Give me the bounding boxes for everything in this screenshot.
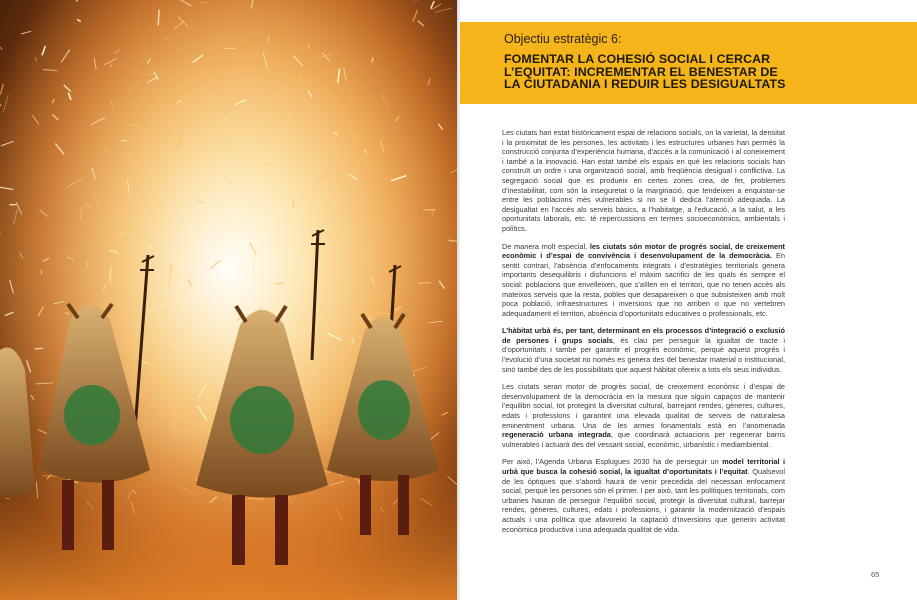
spark (315, 102, 319, 103)
paragraph-5 (502, 457, 785, 534)
paragraph-emphasis: regeneració urbana integrada (502, 430, 611, 440)
paragraph-text: En sentit contrari, l’absència d’enfocaments integrats i d’estratègies territorials genera importants desequilibris i disfuncions el màxim sacrifici de les quals és sempre el social: poblacions que envelleixen, que s’aïllen en el territori, que no tenen accés als mateixos serveis que la resta, pobles que desapareixen o que subsisteixen amb molt poca població, infraestructures i inversions que no arriben o que no vertebren adequadament el territori, absència d’oportunitats educatives o professionals, etc. (502, 251, 785, 318)
paragraph-text: , és clau per perseguir la igualtat de tracte i d’oportunitats i també per garantir el progrés econòmic, perquè aquest progrés i l’evolució d’una societat no només es genera des del benestar material o institucional, sinó també des de les possibilitats que aquest hàbitat ofereix a tots els seus individus. (502, 335, 785, 374)
paragraph-1: Les ciutats han estat històricament espai de relacions socials, on la varietat, la densitat i la proximitat de les persones, les activitats i les estructures urbanes han permès la construcció conjunta d’experiència humana, d’accés a la comunicació i al coneixement i també a la innovació. Han estat també els espais en què les relacions socials han construït un ordre i una organització social, amb freqüència desigual i conflictiva. La segregació social que es produeix en certes zones crea, de fet, problemes d’inestabilitat, com són la inseguretat o la marginació, que tendeixen a enquistar-se entre les poblacions més vulnerables si no se li dedica l’atenció adequada. La desigualtat en l’accés als serveis bàsics, a l’habitatge, a l’educació, a la salut, a les oportunitats laborals, etc. té repercussions en termes socioeconòmics, ambientals i polítics. (502, 128, 785, 233)
paragraph-text: De manera molt especial, (502, 241, 590, 251)
paragraph-text: , que coordinarà actuacions per regenerar barris vulnerables i actuarà des del vessant social, econòmic, urbanístic i mediambiental. (502, 430, 785, 449)
spark (304, 366, 310, 367)
objective-title-line: FOMENTAR LA COHESIÓ SOCIAL I CERCAR (504, 52, 771, 66)
spark (275, 283, 283, 284)
body-text (502, 128, 785, 542)
paragraph-text: Les ciutats seran motor de progrés social, de creixement econòmic i d’espai de desenvolupament de la democràcia en la mesura que siguin capaços de mantenir l’equilibri social, tot protegint la diversitat cultural, barrejant rendes, gèneres, cultures, edats i professions i garantint una elevada qualitat de serveis de naturalesa eminentment urbana. Una de les armes fonamentals està en l’anomenada (502, 382, 785, 430)
spark (35, 348, 43, 349)
spark (170, 266, 171, 274)
objective-title-line: LA CIUTADANIA I REDUIR LES DESIGUALTATS (504, 77, 786, 91)
paragraph-2 (502, 242, 785, 319)
objective-title-line: L’EQUITAT: INCREMENTAR EL BENESTAR DE (504, 64, 778, 79)
spark (353, 338, 354, 344)
correfoc-devils-photo (0, 0, 457, 600)
page-number: 65 (871, 570, 880, 579)
paragraph-emphasis: model territorial i urbà que busca la cohesió social, la igualtat d’oportunitats i l’equitat (502, 457, 786, 476)
photo-illustration (0, 0, 457, 600)
paragraph-emphasis: les ciutats són motor de progrés social, de creixement econòmic i d’espai de convivència i desenvolupament de la democràcia. (502, 241, 785, 261)
objective-kicker: Objectiu estratègic 6: (504, 32, 622, 46)
objective-banner (460, 22, 917, 104)
objective-title (504, 53, 909, 91)
spark (211, 424, 212, 429)
paragraph-4 (502, 382, 785, 449)
spark (309, 43, 310, 49)
paragraph-text: . Qualsevol de les òptiques que s’abordi haurà de venir precedida del necessari enfocament social, perquè les persones són el primer. I per això, tant les polítiques territorials, com urbanes hauran de perseguir l’equilibri social, protegir la diversitat cultural, barrejar rendes, gèneres, cultures, edats i professions, i garantir la modernització d’espais actuals i una política que afavoreixi la captació d’inversions que generin activitat econòmica productiva i una adequada qualitat de vida. (502, 467, 785, 534)
spark (158, 10, 159, 26)
paragraph-3 (502, 326, 785, 374)
paragraph-text: Per això, l’Agenda Urbana Esplugues 2030 ha de perseguir un (502, 457, 723, 467)
paragraph-emphasis: L’hàbitat urbà és, per tant, determinant en els processos d’integració o exclusió de persones i grups socials (502, 326, 785, 345)
spark (121, 140, 127, 141)
